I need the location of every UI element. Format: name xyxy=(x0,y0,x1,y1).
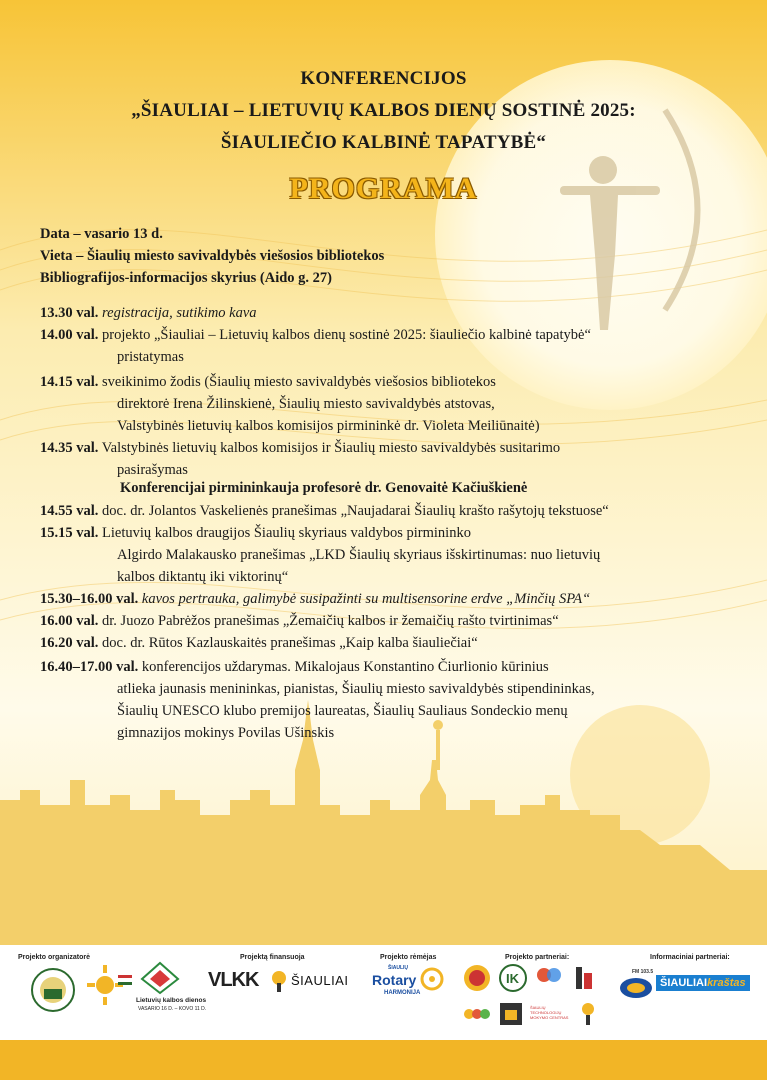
title-line-3: ŠIAULIEČIO KALBINĖ TAPATYBĖ“ xyxy=(220,132,547,153)
label-partners: Projekto partneriai: xyxy=(505,954,570,961)
schedule-item xyxy=(40,305,257,322)
schedule-item xyxy=(40,635,478,652)
schedule-continuation: pasirašymas xyxy=(117,462,188,478)
label-financed: Projektą finansuoja xyxy=(240,954,305,961)
schedule-time: 14.55 val. xyxy=(40,503,99,519)
schedule-text: konferencijos uždarymas. Mikalojaus Konstantino Čiurlionio kūrinius xyxy=(138,659,549,675)
label-info-partners: Informaciniai partneriai: xyxy=(650,954,730,961)
partner-text-logo: ŠIAULIŲ TECHNOLOGIJŲ MOKYMO CENTRAS xyxy=(530,1005,569,1020)
partner-logo-2-icon xyxy=(498,963,528,993)
partner-logo-1-icon xyxy=(462,963,492,993)
schedule-time: 15.15 val. xyxy=(40,525,99,541)
archer-emblem-icon xyxy=(270,969,288,993)
info-venue: Vieta – Šiaulių miesto savivaldybės viešosios bibliotekos xyxy=(40,248,385,264)
schedule-time: 14.00 val. xyxy=(40,327,99,343)
schedule-continuation: Algirdo Malakausko pranešimas „LKD Šiaulių skyriaus išskirtinumas: nuo lietuvių xyxy=(117,547,601,563)
schedule-item xyxy=(40,503,609,520)
schedule-time: 14.35 val. xyxy=(40,440,99,456)
partner-logo-6-icon xyxy=(498,1001,524,1027)
radio-partner-logo-icon xyxy=(618,975,654,1001)
schedule-item xyxy=(40,327,591,344)
title-line-2: „ŠIAULIAI – LIETUVIŲ KALBOS DIENŲ SOSTINĖ 2025: xyxy=(131,100,636,121)
schedule-text: doc. dr. Rūtos Kazlauskaitės pranešimas „Kaip kalba šiauliečiai“ xyxy=(98,635,478,651)
schedule-time: 16.00 val. xyxy=(40,613,99,629)
schedule-continuation: pristatymas xyxy=(117,349,184,365)
language-days-logo-icon xyxy=(140,961,180,995)
schedule-text: dr. Juozo Pabrėžos pranešimas „Žemaičių kalbos ir žemaičių rašto tvirtinimas“ xyxy=(98,613,559,629)
schedule-time: 14.15 val. xyxy=(40,374,99,390)
schedule-text: sveikinimo žodis (Šiaulių miesto savivaldybės viešosios bibliotekos xyxy=(98,374,496,390)
rotary-wheel-icon xyxy=(420,967,444,991)
chair-line: Konferencijai pirmininkauja profesorė dr. Genovaitė Kačiuškienė xyxy=(120,480,528,496)
rotary-club-top: ŠIAULIŲ xyxy=(388,965,408,971)
label-organizer: Projekto organizatorė xyxy=(18,954,90,961)
schedule-item xyxy=(40,440,560,457)
vlkk-logo: VLKK xyxy=(208,969,259,991)
schedule-text: registracija, sutikimo kava xyxy=(98,305,257,321)
schedule-continuation: atlieka jaunasis menininkas, pianistas, Šiaulių miesto savivaldybės stipendininkas, xyxy=(117,681,595,697)
schedule-item xyxy=(40,613,559,630)
programa-heading: PROGRAMA xyxy=(289,172,478,205)
schedule-item xyxy=(40,525,471,542)
schedule-time: 16.40–17.00 val. xyxy=(40,659,139,675)
schedule-continuation: gimnazijos mokinys Povilas Ušinskis xyxy=(117,725,335,741)
partner-logo-5-icon xyxy=(462,1003,492,1025)
partner-logo-4-icon xyxy=(572,965,596,991)
footer-logos xyxy=(0,945,767,1040)
schedule-text: kavos pertrauka, galimybė susipažinti su multisensorine erdve „Minčių SPA“ xyxy=(138,591,591,607)
news-partner-kr: kraštas xyxy=(707,977,746,989)
bottom-color-band xyxy=(0,1040,767,1080)
language-days-dates: VASARIO 16 D. – KOVO 11 D. xyxy=(138,1006,207,1012)
rotary-harmonija: HARMONIJA xyxy=(384,990,421,996)
schedule-text: Lietuvių kalbos draugijos Šiaulių skyriaus valdybos pirmininko xyxy=(98,525,471,541)
info-department: Bibliografijos-informacijos skyrius (Aido g. 27) xyxy=(40,270,333,286)
schedule-time: 15.30–16.00 val. xyxy=(40,591,139,607)
schedule-item xyxy=(40,659,549,676)
schedule-time: 13.30 val. xyxy=(40,305,99,321)
partner-logo-7-icon xyxy=(578,1001,598,1027)
svg-text:IK: IK xyxy=(506,971,519,986)
schedule-text: doc. dr. Jolantos Vaskelienės pranešimas „Naujadarai Šiaulių krašto rašytojų tekstuose“ xyxy=(98,503,609,519)
schedule-text: projekto „Šiauliai – Lietuvių kalbos dienų sostinė 2025: šiauliečio kalbinė tapatybė“ xyxy=(98,327,591,343)
rotary-logo: Rotary xyxy=(372,972,417,988)
fm-label: FM 103.5 xyxy=(632,969,654,975)
label-sponsor: Projekto rėmėjas xyxy=(380,954,437,961)
schedule-continuation: Šiaulių UNESCO klubo premijos laureatas, Šiaulių Sauliaus Sondeckio menų xyxy=(117,703,568,719)
schedule-time: 16.20 val. xyxy=(40,635,99,651)
partner-logo-3-icon xyxy=(534,963,564,991)
title-line-1: KONFERENCIJOS xyxy=(300,68,467,89)
news-partner-siauliai: ŠIAULIAI xyxy=(660,977,708,989)
capital-sun-logo-icon xyxy=(85,963,133,1009)
news-partner-logo xyxy=(656,975,750,991)
schedule-continuation: Valstybinės lietuvių kalbos komisijos pirmininkė dr. Violeta Meiliūnaitė) xyxy=(117,418,540,434)
siauliai-logo: ŠIAULIAI xyxy=(291,973,349,988)
schedule-item xyxy=(40,591,590,608)
schedule-item xyxy=(40,374,496,391)
library-logo-icon xyxy=(30,967,76,1013)
schedule-text: Valstybinės lietuvių kalbos komisijos ir Šiaulių miesto savivaldybės susitarimo xyxy=(98,440,561,456)
schedule-continuation: kalbos diktantų iki viktorinų“ xyxy=(117,569,289,585)
info-date: Data – vasario 13 d. xyxy=(40,226,163,242)
schedule-continuation: direktorė Irena Žilinskienė, Šiaulių miesto savivaldybės atstovas, xyxy=(117,396,495,412)
language-days-title: Lietuvių kalbos dienos xyxy=(136,997,207,1004)
